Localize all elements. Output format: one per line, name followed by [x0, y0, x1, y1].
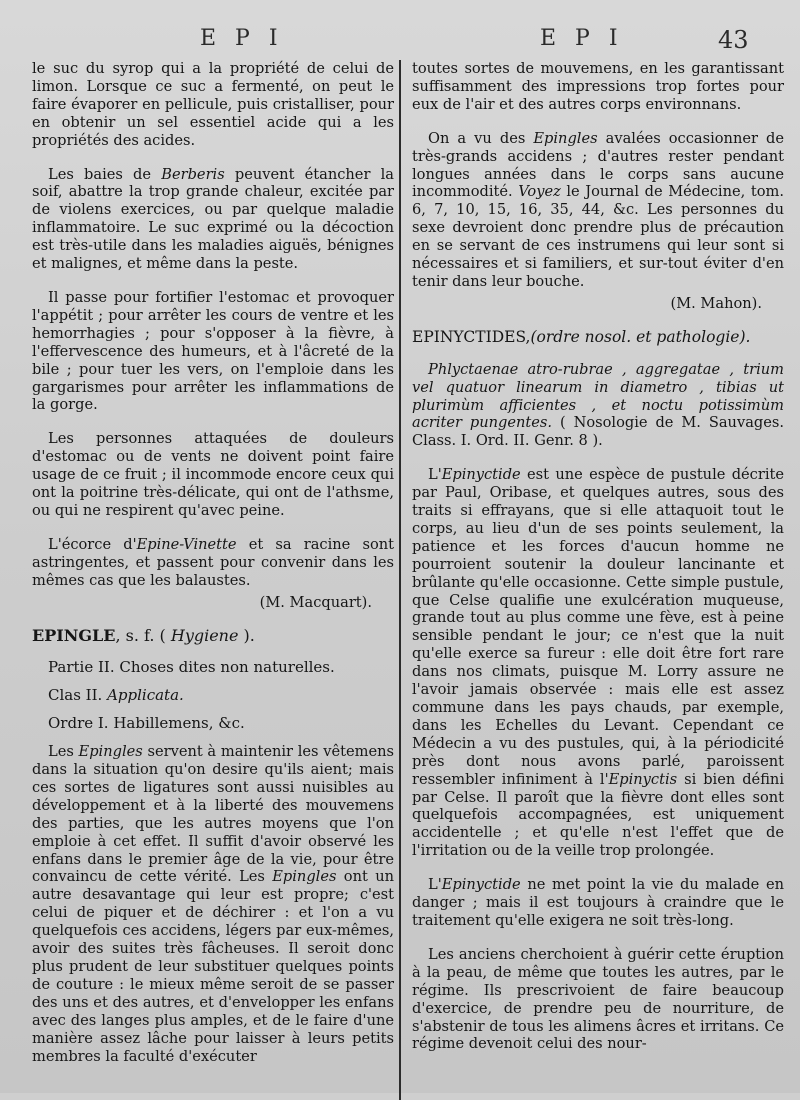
- author-signature: (M. Macquart).: [259, 593, 372, 611]
- paragraph: L'Epinyctide est une espèce de pustule décrite par Paul, Oribase, et quelques autres, sous des traits si effrayans, que si elle attaquoit tout le corps, au lieu d'un de ses points seulement, la patience et les forces d'aucun homme ne pourroient soutenir la douleur lancinante et brûlante qu'elle occasionne. Cette simple pustule, que Celse qualifie une exulcération muqueuse, grande tout au plus comme une fève, est à peine sensible pendant le jour; ce n'est que la nuit qu'elle exerce sa fureur : elle doit être fort rare dans nos climats, puisque M. Lorry assure ne l'avoir jamais observée : mais elle est assez commune dans les pays chauds, par exemple, dans les Echelles du Levant. Cependant ce Médecin a vu des pustules, qui, à la périodicité près dont nous avons parlé, paroissent ressembler infiniment à l'Epinyctis si bien défini par Celse. Il paroît que la fièvre dont elles sont quelquefois accompagnées, est uniquement accidentelle ; et qu'elle n'est l'effet que de l'irritation ou de la veille trop prolongée.: [412, 466, 784, 860]
- header-right-title: E P I: [540, 26, 624, 51]
- column-rule: [399, 60, 401, 1100]
- left-column: [32, 60, 394, 1085]
- paragraph: Phlyctaenae atro-rubrae , aggregatae , trium vel quatuor linearum in diametro , tibias ut plurimùm afficientes , et noctu potissimùm acriter pungentes. ( Nosologie de M. Sauvages. Class. I. Ord. II. Genr. 8 ).: [412, 360, 784, 450]
- paragraph: L'Epinyctide ne met point la vie du malade en danger ; mais il est toujours à craindre que le traitement qu'elle exigera ne soit très-long.: [412, 876, 784, 929]
- paragraph: Les baies de Berberis peuvent étancher la soif, abattre la trop grande chaleur, excitée par de violens exercices, ou par quelque maladie inflammatoire. Le suc exprimé ou la décoction est très-utile dans les maladies aiguës, bénignes et malignes, et même dans la peste.: [32, 165, 394, 273]
- classification-class: Clas II. Applicata.: [48, 686, 184, 705]
- paragraph: Les personnes attaquées de douleurs d'estomac ou de vents ne doivent point faire usage de ce fruit ; il incommode encore ceux qui ont la poitrine très-délicate, qui ont de l'athsme, ou qui ne respirent qu'avec peine.: [32, 430, 394, 519]
- page-number: 43: [718, 26, 749, 54]
- paragraph: toutes sortes de mouvemens, en les garantissant suffisamment des impressions trop fortes pour eux de l'air et des autres corps environnans.: [412, 60, 784, 113]
- entry-heading: EPINGLE, s. f. ( Hygiene ).: [32, 626, 255, 646]
- paragraph: Les Epingles servent à maintenir les vêtemens dans la situation qu'on desire qu'ils aient; mais ces sortes de ligatures sont aussi nuisibles au développement et à la liberté des mouvemens des parties, que les autres moyens que l'on emploie à cet effet. Il suffit d'avoir observé les enfans dans le premier âge de la vie, pour être convaincu de cette vérité. Les Epingles ont un autre desavantage qui leur est propre; c'est celui de piquer et de déchirer : et l'on a vu quelquefois ces accidens, légers par eux-mêmes, avoir des suites très fâcheuses. Il seroit donc plus prudent de leur substituer quelques points de couture : le mieux même seroit de se passer des uns et des autres, et d'envelopper les enfans avec des langes plus amples, et de le faire d'une manière assez lâche pour laisser à leurs petits membres la faculté d'exécuter: [32, 743, 394, 1065]
- paragraph: le suc du syrop qui a la propriété de celui de limon. Lorsque ce suc a fermenté, on peut le faire évaporer en pellicule, puis cristalliser, pour en obtenir un sel essentiel acide qui a les propriétés des acides.: [32, 60, 394, 149]
- entry-heading: EPINYCTIDES,(ordre nosol. et pathologie).: [412, 327, 751, 346]
- author-signature: (M. Mahon).: [670, 294, 762, 312]
- classification-order: Ordre I. Habillemens, &c.: [48, 714, 245, 733]
- paragraph: L'écorce d'Epine-Vinette et sa racine sont astringentes, et passent pour convenir dans les mêmes cas que les balaustes.: [32, 535, 394, 589]
- paragraph: Il passe pour fortifier l'estomac et provoquer l'appétit ; pour arrêter les cours de ventre et les hemorrhagies ; pour s'opposer à la fièvre, à l'effervescence des humeurs, et à l'âcreté de la bile ; pour tuer les vers, on l'emploie dans les gargarismes pour arrêter les inflammations de la gorge.: [32, 288, 394, 414]
- paragraph: Les anciens cherchoient à guérir cette éruption à la peau, de même que toutes les autres, par le régime. Ils prescrivoient de faire beaucoup d'exercice, de prendre peu de nourriture, de s'abstenir de tous les alimens âcres et irritans. Ce régime devenoit celui des nour-: [412, 945, 784, 1053]
- header-left-title: E P I: [200, 26, 284, 51]
- right-column: [412, 60, 784, 1085]
- paragraph: On a vu des Epingles avalées occasionner de très-grands accidens ; d'autres rester pendant longues années dans le corps sans aucune incommodité. Voyez le Journal de Médecine, tom. 6, 7, 10, 15, 16, 35, 44, &c. Les personnes du sexe devroient donc prendre plus de précaution en se servant de ces instrumens qui leur sont si nécessaires et si familiers, et sur-tout éviter d'en tenir dans leur bouche.: [412, 129, 784, 290]
- running-header: [0, 26, 800, 56]
- classification-part: Partie II. Choses dites non naturelles.: [48, 658, 335, 677]
